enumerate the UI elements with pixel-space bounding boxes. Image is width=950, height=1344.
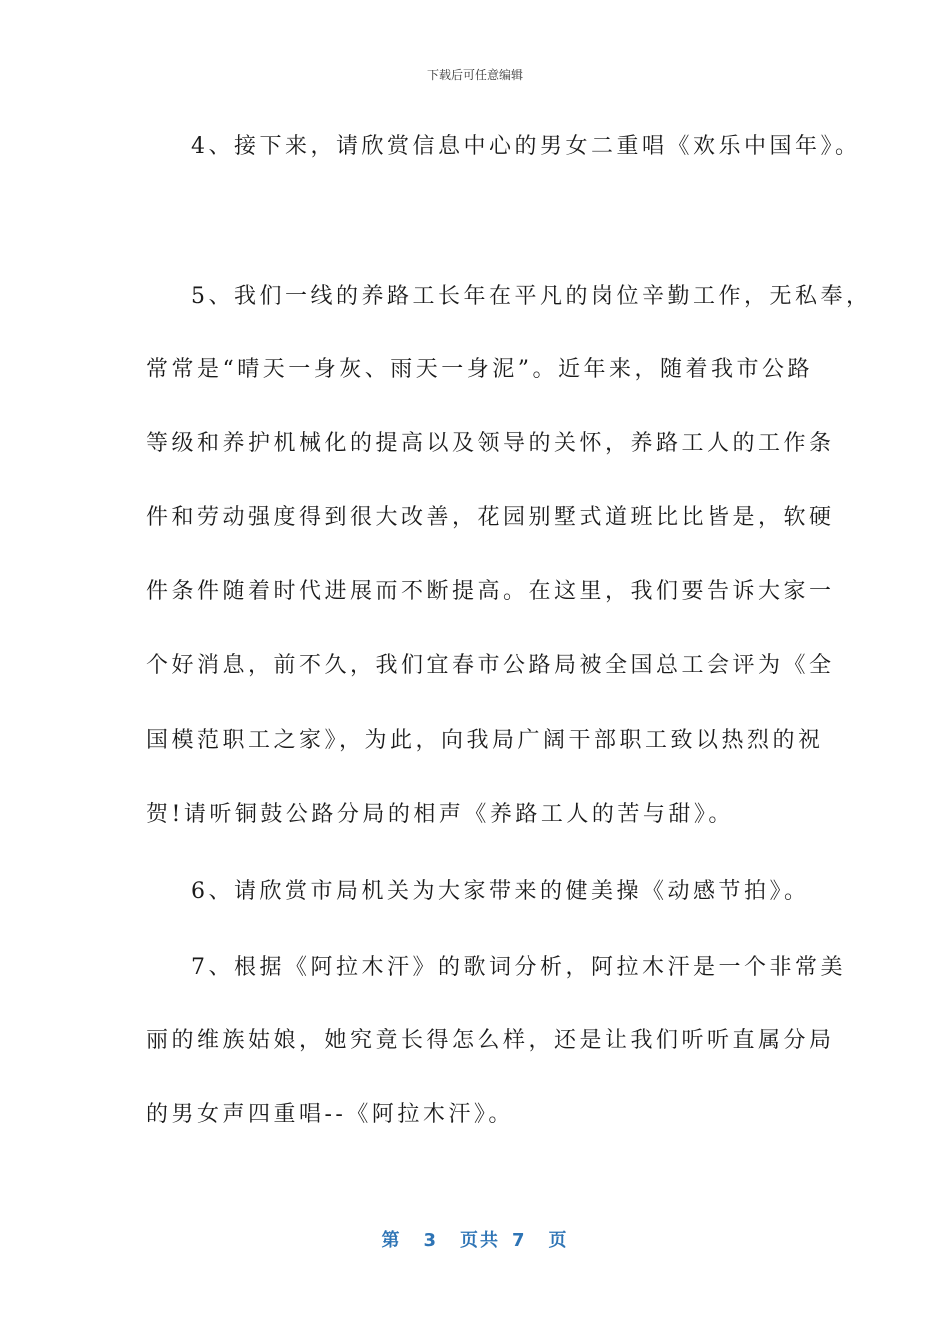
paragraph-5-line-8: 贺!请听铜鼓公路分局的相声《养路工人的苦与甜》。 xyxy=(146,802,734,827)
footer-ye: 页 xyxy=(548,1230,569,1251)
paragraph-7-line-1: 7、根据《阿拉木汗》的歌词分析，阿拉木汗是一个非常美 xyxy=(191,955,846,980)
paragraph-5-line-7: 国模范职工之家》，为此，向我局广阔干部职工致以热烈的祝 xyxy=(146,728,824,753)
paragraph-7-line-3: 的男女声四重唱--《阿拉木汗》。 xyxy=(146,1102,514,1127)
paragraph-6-line-1: 6、请欣赏市局机关为大家带来的健美操《动感节拍》。 xyxy=(191,879,810,904)
paragraph-5-line-3: 等级和养护机械化的提高以及领导的关怀，养路工人的工作条 xyxy=(146,431,835,456)
paragraph-5-line-5: 件条件随着时代进展而不断提高。在这里，我们要告诉大家一 xyxy=(146,579,835,604)
page-footer xyxy=(0,1226,950,1252)
page-header: 下载后可任意编辑 xyxy=(426,68,523,82)
paragraph-5-line-4: 件和劳动强度得到很大改善，花园别墅式道班比比皆是，软硬 xyxy=(146,505,835,530)
footer-di: 第 xyxy=(381,1230,402,1251)
paragraph-5-line-2: 常常是“晴天一身灰、雨天一身泥”。近年来，随着我市公路 xyxy=(146,357,813,382)
paragraph-5-line-6: 个好消息，前不久，我们宜春市公路局被全国总工会评为《全 xyxy=(146,653,835,678)
paragraph-4-line-1: 4、接下来，请欣赏信息中心的男女二重唱《欢乐中国年》。 xyxy=(191,134,861,159)
paragraph-5-line-1: 5、我们一线的养路工长年在平凡的岗位辛勤工作，无私奉， xyxy=(191,284,872,309)
paragraph-7-line-2: 丽的维族姑娘，她究竟长得怎么样，还是让我们听听直属分局 xyxy=(146,1028,835,1053)
footer-ye-gong: 页共 xyxy=(460,1230,500,1251)
footer-total-pages: 7 xyxy=(512,1230,527,1251)
footer-page-number: 3 xyxy=(423,1230,438,1251)
